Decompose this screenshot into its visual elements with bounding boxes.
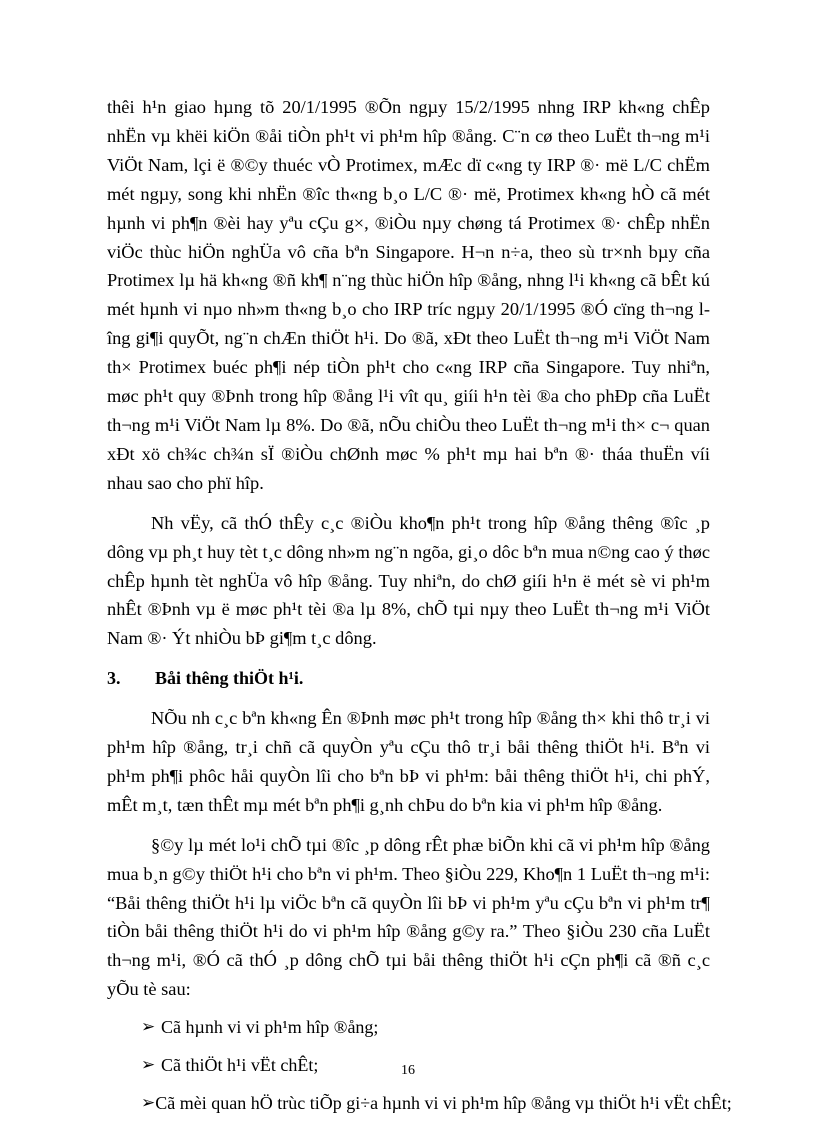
section-title: Båi thêng thiÖt h¹i. bbox=[155, 668, 304, 689]
list-item bbox=[141, 1013, 710, 1042]
paragraph-damages-intro: NÕu nh c¸c bªn kh«ng Ên ®Þnh møc ph¹t trong hîp ®ång th× khi thô tr¸i vi ph¹m hîp ®ång, tr¸i chñ cã quyÒn yªu cÇu thô tr¸i båi thêng thiÖt h¹i. Bªn vi ph¹m ph¶i phôc håi quyÒn lîi cho bªn bÞ vi ph¹m: båi thêng thiÖt h¹i, chi phÝ, mÊt m¸t, tæn thÊt mµ mét bªn ph¶i g¸nh chÞu do bªn kia vi ph¹m hîp ®ång. bbox=[107, 708, 710, 815]
arrow-bullet-icon: ➢ bbox=[141, 1017, 156, 1037]
list-item bbox=[141, 1089, 732, 1118]
page-number: 16 bbox=[401, 1063, 415, 1078]
paragraph-penalty-conclusion: Nh vËy, cã thÓ thÊy c¸c ®iÒu kho¶n ph¹t trong hîp ®ång thêng ®îc ¸p dông vµ ph¸t huy tèt t¸c dông nh»m ng¨n ngõa, gi¸o dôc bªn mua n©ng cao ý thøc chÊp hµnh tèt nghÜa vô hîp ®ång. Tuy nhiªn, do chØ giíi h¹n ë mét sè vi ph¹m nhÊt ®Þnh vµ ë møc ph¹t tèi ®a lµ 8%, chÕ tµi nµy theo LuËt th¬ng m¹i ViÖt Nam ®· Ýt nhiÒu bÞ gi¶m t¸c dông. bbox=[107, 512, 710, 649]
section-heading bbox=[107, 664, 710, 693]
section-number: 3. bbox=[107, 668, 121, 689]
paragraph-damages-article: §©y lµ mét lo¹i chÕ tµi ®îc ¸p dông rÊt phæ biÕn khi cã vi ph¹m hîp ®ång mua b¸n g©y thiÖt h¹i cho bªn vi ph¹m. Theo §iÒu 229, Kho¶n 1 LuËt th¬ng m¹i: “Båi thêng thiÖt h¹i lµ viÖc bªn cã quyÒn lîi bÞ vi ph¹m yªu cÇu bªn vi ph¹m tr¶ tiÒn båi thêng thiÖt h¹i do vi ph¹m hîp ®ång g©y ra.” Theo §iÒu 230 cña LuËt th¬ng m¹i, ®Ó cã thÓ ¸p dông chÕ tµi båi thêng thiÖt h¹i cÇn ph¶i cã ®ñ c¸c yÕu tè sau: bbox=[107, 834, 710, 1000]
body-text bbox=[107, 93, 732, 1118]
list-item-text: Cã hµnh vi vi ph¹m hîp ®ång; bbox=[161, 1017, 379, 1038]
arrow-bullet-icon: ➢ bbox=[141, 1055, 156, 1075]
list-item-text: Cã thiÖt h¹i vËt chÊt; bbox=[161, 1055, 319, 1076]
paragraph-penalty-analysis: thêi h¹n giao hµng tõ 20/1/1995 ®Õn ngµy 15/2/1995 nhng IRP kh«ng chÊp nhËn vµ khëi kiÖn ®åi tiÒn ph¹t vi ph¹m hîp ®ång. C¨n cø theo LuËt th¬ng m¹i ViÖt Nam, lçi ë ®©y thuéc vÒ Protimex, mÆc dï c«ng ty IRP ®· më L/C chËm mét ngµy, song khi nhËn ®îc th«ng b¸o L/C ®· më, Protimex kh«ng hÒ cã mét hµnh vi ph¶n ®èi hay yªu cÇu g×, ®iÒu nµy chøng tá Protimex ®· chÊp nhËn viÖc thùc hiÖn nghÜa vô cña bªn Singapore. H¬n n÷a, theo sù tr×nh bµy cña Protimex lµ hä kh«ng ®ñ kh¶ n¨ng thùc hiÖn hîp ®ång, nhng l¹i kh«ng cã bÊt kú mét hµnh vi nµo nh»m th«ng b¸o cho IRP tríc ngµy 20/1/1995 ®Ó cïng th¬ng lîng gi¶i quyÕt, ng¨n chÆn thiÖt h¹i. Do ®ã, xÐt theo LuËt th¬ng m¹i ViÖt Nam th× Protimex buéc ph¶i nép tiÒn ph¹t cho c«ng IRP cña Singapore. Tuy nhiªn, møc ph¹t quy ®Þnh trong hîp ®ång l¹i vît qu¸ giíi h¹n tèi ®a cho phÐp cña LuËt th¬ng m¹i ViÖt Nam lµ 8%. Do ®ã, nÕu chiÒu theo LuËt th¬ng m¹i th× c¬ quan xÐt xö ch¾c ch¾n sÏ ®iÒu chØnh møc % ph¹t mµ hai bªn ®· tháa thuËn víi nhau sao cho phï hîp. bbox=[107, 97, 710, 493]
arrow-bullet-icon: ➢ bbox=[141, 1093, 156, 1112]
list-item-text: Cã mèi quan hÖ trùc tiÕp gi÷a hµnh vi vi ph¹m hîp ®ång vµ thiÖt h¹i vËt chÊt; bbox=[155, 1093, 732, 1113]
